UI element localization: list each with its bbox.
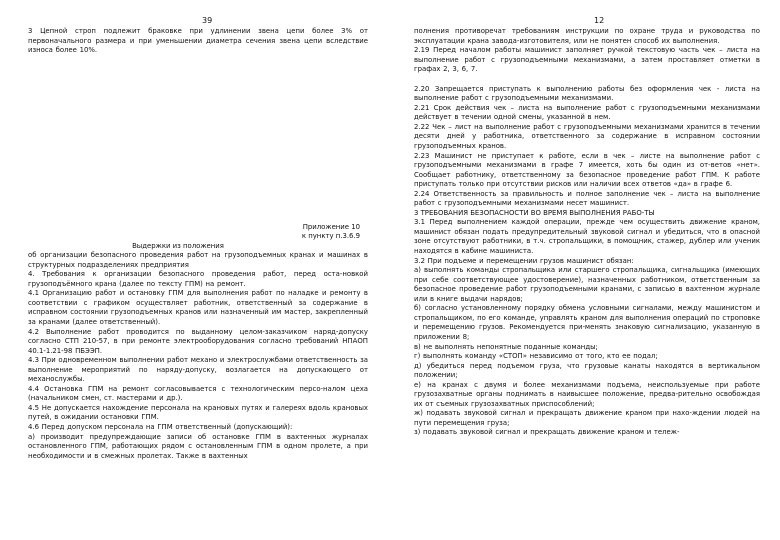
left-paragraph: а) производит предупреждающие записи об остановке ГПМ в вахтенных журналах остановленного ГПМ, работающих рядом с остановленным ГПМ в одном пролете, а при необходимости и в смежных пролетах. Также в вахтенных	[28, 432, 368, 460]
left-paragraph: 4.3 При одновременном выполнении работ механо и электрослужбами ответственность за выполнение мероприятий по наряду-допуску, возлагается на допускающего от механослужбы.	[28, 356, 368, 384]
left-paragraph: 4.2 Выполнение работ проводится по выданному целом-заказчиком наряд-допуску согласно СТП 210-57, в при ремонте электрооборудования согласно требований НПАОП 40.1-1.21-98 ПБЭЭП.	[28, 327, 368, 355]
right-blank-space	[414, 75, 760, 85]
right-paragraph: 2.23 Машинист не приступает к работе, если в чек – листе на выполнение работ с грузоподъемными механизмами в графе 7 имеется, хоть бы один из от-ветов «нет». Сообщает работнику, ответственному за безопасное проведение работ ГПМ. К работе приступать только при отсутствии рисков или наличии всех ответов «да» в графе 6.	[414, 151, 760, 189]
left-page-number: 39	[202, 16, 213, 25]
section-paragraph: д) убедиться перед подъемом груза, что грузовые канаты находятся в вертикальном положении;	[414, 361, 760, 380]
right-paragraph: 2.22 Чек – лист на выполнение работ с грузоподъемными механизмами хранится в течении десяти дней у работника, ответственного за содержание в исправном состоянии грузоподъемных кранов.	[414, 122, 760, 151]
left-paragraph: об организации безопасного проведения работ на грузоподъемных кранах и машинах в структурных подразделениях предприятия	[28, 251, 368, 269]
appendix-title: Приложение 10	[302, 222, 360, 231]
extract-title: Выдержки из положения	[132, 241, 224, 250]
section-paragraph: з) подавать звуковой сигнал и прекращать движение краном и тележ-	[414, 428, 680, 437]
right-paragraph: 2.20 Запрещается приступать к выполнению работы без оформления чек - листа на выполнение работ с грузоподъемными механизмами.	[414, 84, 760, 103]
section-paragraph: 3.2 При подъеме и перемещении грузов машинист обязан:	[414, 256, 634, 265]
section-paragraph: г) выполнять команду «СТОП» независимо от того, кто ее подал;	[414, 352, 658, 361]
left-blank-space	[28, 56, 368, 223]
section-paragraph: б) согласно установленному порядку обмена условными сигналами, между машинистом и стропальщиком, по его команде, управлять краном для выполнения операций по строповке и перемещению грузов. Рекомендуется при-менять знаковую сигнализацию, указанную в приложении 8;	[414, 304, 760, 341]
section-paragraph: 3.1 Перед выполнением каждой операции, прежде чем осуществить движение краном, машинист обязан подать предупредительный звуковой сигнал и убедиться, что в опасной зоне отсутствуют работники, в т.ч. стропальщики, в помощник, стажер, дублер или ученик находятся в кабине машиниста.	[414, 218, 760, 256]
right-paragraph: 2.19 Перед началом работы машинист заполняет ручкой текстовую часть чек – листа на выполнение работ с грузоподъемными механизмами, а затем проставляет отметки в графах 2, 3, 6, 7.	[414, 46, 760, 74]
left-paragraph: 4. Требования к организации безопасного проведения работ, перед оста-новкой грузоподъёмного крана (далее по тексту ГПМ) на ремонт.	[28, 270, 368, 288]
left-paragraph: 4.1 Организацию работ и остановку ГПМ для выполнения работ по наладке и ремонту в соответствии с графиком осуществляет работник, ответственный за содержание в исправном состоянии грузоподъемных кранов или назначенный им мастер, закрепленный за кранами (далее ответственный).	[28, 289, 368, 326]
right-page	[390, 0, 780, 540]
right-page-number: 12	[594, 16, 605, 25]
section-paragraph: е) на кранах с двумя и более механизмами подъема, неиспользуемые при работе грузозахватные органы поднимать в наивысшее положение, предва-рительно освобождая их от съемных грузозахватных приспособлений;	[414, 380, 760, 408]
section-paragraph: в) не выполнять непонятные поданные команды;	[414, 342, 598, 351]
right-paragraph: 2.21 Срок действия чек – листа на выполнение работ с грузоподъемными механизмами действует в течении одной смены, указанной в нем.	[414, 103, 760, 122]
appendix-reference: к пункту п.3.6.9	[301, 232, 360, 241]
left-paragraph: 4.6 Перед допуском персонала на ГПМ ответственный (допускающий):	[28, 422, 293, 431]
section-paragraph: ж) подавать звуковой сигнал и прекращать движение краном при нахо-ждении людей на пути перемещения груза;	[414, 409, 760, 427]
section-paragraph: а) выполнять команды стропальщика или старшего стропальщика, сигнальщика (имеющих при себе соответствующее удостоверение), назначенных работником, ответственным за безопасное проведение работ грузоподъемными кранами, с записью в вахтенном журнале или в книге выдачи нарядов;	[414, 266, 760, 303]
left-paragraph: 4.5 Не допускается нахождение персонала на крановых путях и галереях вдоль крановых путей, в ожидании остановки ГПМ.	[28, 403, 368, 422]
right-paragraph: 2.24 Ответственность за правильность и полное заполнение чек – листа на выполнение работ с грузоподъемными механизмами несет машинист.	[414, 189, 760, 208]
left-paragraph: 4.4 Остановка ГПМ на ремонт согласовывается с технологическим персо-налом цеха (начальником смен, ст. мастерами и др.).	[28, 384, 368, 403]
left-top-paragraph: 3 Цепной строп подлежит браковке при удлинении звена цепи более 3% от первоначального размера и при уменьшении диаметра сечения звена цепи вследствие износа более 10%.	[28, 27, 368, 55]
section-heading: 3 ТРЕБОВАНИЯ БЕЗОПАСНОСТИ ВО ВРЕМЯ ВЫПОЛНЕНИЯ РАБО-ТЫ	[414, 208, 655, 217]
right-paragraph: полнения противоречат требованиям инструкции по охране труда и руководства по эксплуатации крана завода-изготовителя, или не понятен способ их выполнения.	[414, 27, 760, 45]
